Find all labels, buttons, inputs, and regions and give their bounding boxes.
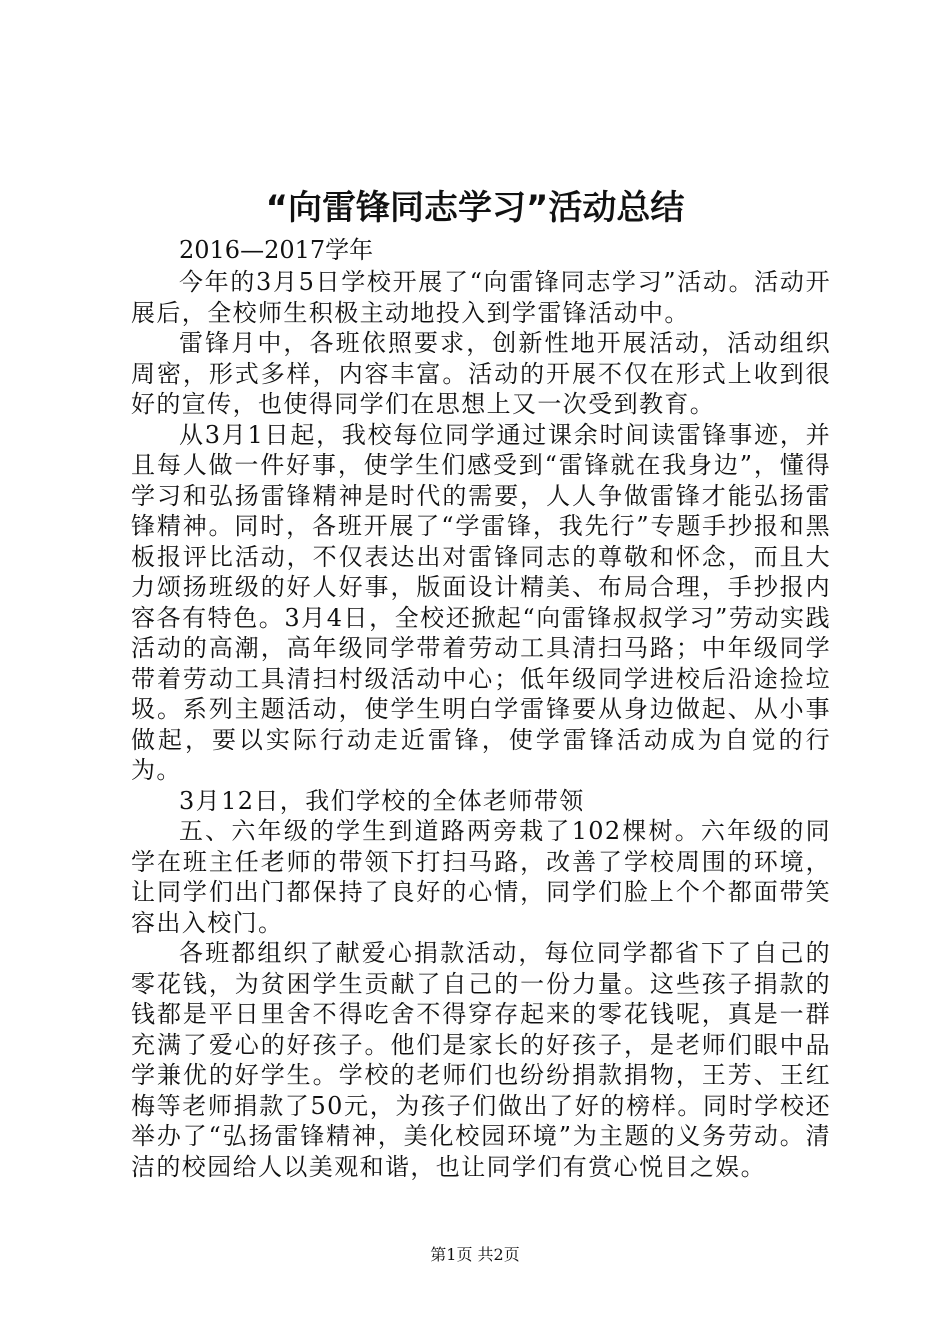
- school-year: 2016—2017学年: [179, 236, 374, 264]
- paragraph-teachers-lead: 3月12日，我们学校的全体老师带领: [179, 786, 585, 815]
- paragraph-intro: 今年的3月5日学校开展了“向雷锋同志学习”活动。活动开展后，全校师生积极主动地投入到学雷锋活动中。: [131, 268, 831, 327]
- paragraph-good-deeds: 从3月1日起，我校每位同学通过课余时间读雷锋事迹，并且每人做一件好事，使学生们感受到“雷锋就在我身边”，懂得学习和弘扬雷锋精神是时代的需要，人人争做雷锋才能弘扬雷锋精神。同时，各班开展了“学雷锋，我先行”专题手抄报和黑板报评比活动，不仅表达出对雷锋同志的尊敬和怀念，而且大力颂扬班级的好人好事，版面设计精美、布局合理，手抄报内容各有特色。3月4日，全校还掀起“向雷锋叔叔学习”劳动实践活动的高潮，高年级同学带着劳动工具清扫马路；中年级同学带着劳动工具清扫村级活动中心；低年级同学进校后沿途捡垃圾。系列主题活动，使学生明白学雷锋要从身边做起、从小事做起，要以实际行动走近雷锋，使学雷锋活动成为自觉的行为。: [131, 420, 831, 784]
- page-footer: 第1页 共2页: [430, 1245, 520, 1264]
- paragraph-activities: 雷锋月中，各班依照要求，创新性地开展活动，活动组织周密，形式多样，内容丰富。活动的开展不仅在形式上收到很好的宣传，也使得同学们在思想上又一次受到教育。: [131, 329, 831, 418]
- document-body: [131, 267, 831, 1182]
- paragraph-donation: 各班都组织了献爱心捐款活动，每位同学都省下了自己的零花钱，为贫困学生贡献了自己的一份力量。这些孩子捐款的钱都是平日里舍不得吃舍不得穿存起来的零花钱呢，真是一群充满了爱心的好孩子。他们是家长的好孩子，是老师们眼中品学兼优的好学生。学校的老师们也纷纷捐款捐物，王芳、王红梅等老师捐款了50元，为孩子们做出了好的榜样。同时学校还举办了“弘扬雷锋精神，美化校园环境”为主题的义务劳动。清洁的校园给人以美观和谐，也让同学们有赏心悦目之娱。: [131, 939, 831, 1181]
- page-title: “向雷锋同志学习”活动总结: [265, 188, 685, 228]
- paragraph-tree-planting: 五、六年级的学生到道路两旁栽了102棵树。六年级的同学在班主任老师的带领下打扫马路，改善了学校周围的环境，让同学们出门都保持了良好的心情，同学们脸上个个都面带笑容出入校门。: [131, 817, 831, 937]
